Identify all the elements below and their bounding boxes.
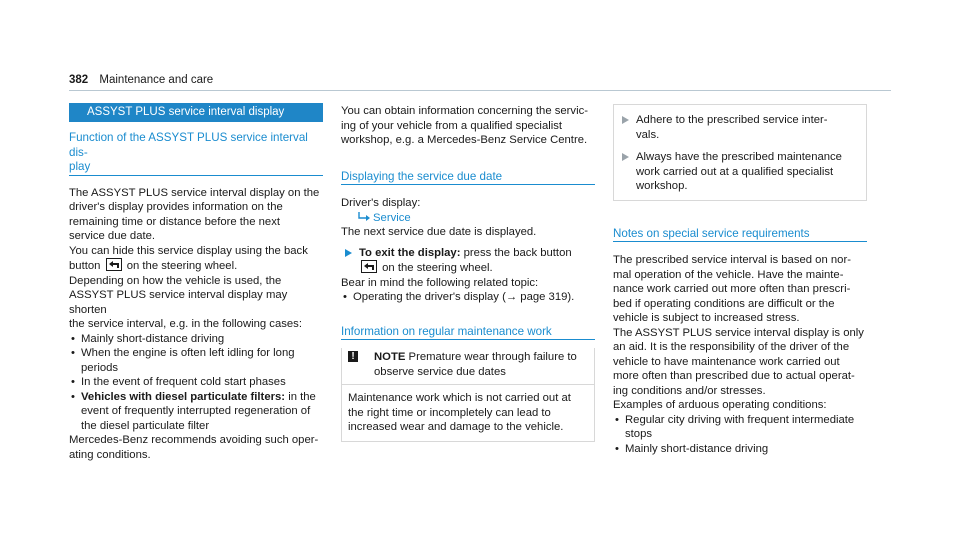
text-fragment: in the — [288, 390, 316, 403]
list-item: • Mainly short-distance driving — [69, 332, 323, 347]
bold-label: Vehicles with diesel particulate filters: — [81, 390, 286, 403]
bold-label: To exit the display: — [359, 246, 461, 259]
text-line: ing of your vehicle from a qualified specialist — [341, 119, 563, 132]
subheading-display: Displaying the service due date — [341, 170, 595, 186]
text-line: Mercedes-Benz recommends avoiding such oper- — [69, 434, 319, 446]
subheading-line: play — [69, 160, 91, 173]
text-line: Bear in mind the following related topic: — [341, 276, 539, 289]
list-item-continued: the diesel particulate filter — [81, 419, 210, 432]
text-line: Depending on how the vehicle is used, the — [69, 274, 282, 287]
text-line: nance work carried out more often than prescri- — [613, 283, 851, 295]
paragraph-hide — [69, 244, 323, 274]
list-item — [69, 390, 323, 405]
paragraph-recommend — [69, 433, 323, 462]
text-line: The next service due date is displayed. — [341, 226, 537, 238]
paragraph-intro — [341, 104, 595, 148]
text-line: vehicle is subject to increased stress. — [613, 312, 800, 324]
text-line: ating conditions. — [69, 448, 151, 461]
text-line: the right time or incompletely can lead to — [348, 406, 551, 419]
instruction-step-continued — [341, 260, 595, 276]
header-divider — [69, 90, 891, 91]
paragraph-intro — [69, 186, 323, 244]
text-line: an aid. It is the responsibility of the driver of the — [613, 341, 850, 353]
text-line: Driver's display: — [341, 197, 421, 209]
back-button-icon — [106, 258, 122, 271]
paragraph-depending — [69, 274, 323, 332]
paragraph-aid — [613, 326, 867, 399]
step-arrow-icon — [622, 153, 629, 161]
text-line: Maintenance work which is not carried out at — [348, 392, 571, 404]
column-3 — [613, 104, 867, 456]
note-title: Premature wear through failure to — [408, 351, 577, 363]
note-title-line2: observe service due dates — [374, 365, 506, 378]
note-body — [342, 385, 594, 441]
list-item-continued: periods — [81, 361, 119, 374]
text-line: Adhere to the prescribed service inter- — [636, 114, 828, 126]
menu-item-service: Service — [373, 211, 411, 224]
text-line: more often than prescribed due to actual operat- — [613, 370, 855, 382]
list-item-continued: stops — [625, 428, 653, 440]
text-line: The prescribed service interval is based on nor- — [613, 254, 851, 266]
back-button-icon — [361, 260, 377, 273]
instruction-step — [618, 113, 856, 142]
subheading-line: Function of the ASSYST PLUS service interval dis- — [69, 131, 308, 159]
menu-arrow-icon — [357, 211, 371, 222]
note-continuation-box — [613, 104, 867, 201]
menu-path — [341, 211, 595, 226]
text-line: workshop. — [636, 180, 688, 192]
paragraph-based — [613, 253, 867, 326]
text-line: vals. — [636, 128, 660, 141]
text-line: workshop, e.g. a Mercedes-Benz Service Centre. — [341, 134, 588, 146]
text-line — [69, 258, 323, 274]
list-item: • Regular city driving with frequent intermediate — [613, 413, 867, 428]
instruction-step — [618, 150, 856, 194]
list-item: • Mainly short-distance driving — [613, 442, 867, 457]
list-item: • Operating the driver's display (→ page 319). — [341, 290, 595, 305]
subheading-special: Notes on special service requirements — [613, 227, 867, 243]
text-line: the service interval, e.g. in the following cases: — [69, 318, 302, 330]
text-line: You can obtain information concerning the servic- — [341, 105, 589, 117]
text-line: Examples of arduous operating conditions: — [613, 399, 827, 411]
text-line: bed if operating conditions are difficult or the — [613, 297, 835, 310]
step-arrow-icon — [345, 249, 352, 257]
section-title-bar: ASSYST PLUS service interval display — [69, 103, 323, 122]
text-line: service due date. — [69, 230, 156, 242]
subheading-function — [69, 131, 323, 176]
text-line: driver's display provides information on the — [69, 201, 283, 213]
step-arrow-icon — [622, 116, 629, 124]
text-line: vehicle to have maintenance work carried out — [613, 355, 840, 368]
page-header — [69, 73, 213, 88]
text-fragment: on the steering wheel. — [126, 260, 238, 272]
exclamation-icon: ! — [348, 351, 358, 362]
text-line: Always have the prescribed maintenance — [636, 151, 842, 163]
text-fragment: press the back button — [463, 246, 572, 259]
text-fragment: on the steering wheel. — [382, 262, 493, 274]
text-line: ing conditions and/or stresses. — [613, 384, 766, 397]
text-line: mal operation of the vehicle. Have the mainte- — [613, 268, 844, 281]
note-label: NOTE — [374, 351, 406, 363]
text-line: increased wear and damage to the vehicle. — [348, 421, 564, 433]
subheading-maintenance: Information on regular maintenance work — [341, 325, 595, 341]
column-1 — [69, 103, 323, 462]
instruction-step — [341, 246, 595, 261]
text-fragment: button — [69, 260, 101, 272]
list-item: • In the event of frequent cold start phases — [69, 375, 323, 390]
note-header — [342, 348, 594, 385]
note-box — [341, 348, 595, 442]
text-line: The ASSYST PLUS service interval display is only — [613, 326, 864, 339]
text-line: remaining time or distance before the next — [69, 215, 280, 228]
list-item-continued: event of frequently interrupted regeneration of — [81, 405, 311, 417]
text-line: work carried out at a qualified specialist — [636, 165, 834, 178]
column-2 — [341, 104, 595, 442]
text-line: The ASSYST PLUS service interval display on the — [69, 186, 320, 199]
text-line: You can hide this service display using the back — [69, 244, 308, 257]
text-line: ASSYST PLUS service interval display may shorten — [69, 289, 288, 316]
list-item: • When the engine is often left idling for long — [69, 346, 323, 361]
page-number: 382 — [69, 74, 89, 86]
chapter-title: Maintenance and care — [99, 74, 214, 86]
